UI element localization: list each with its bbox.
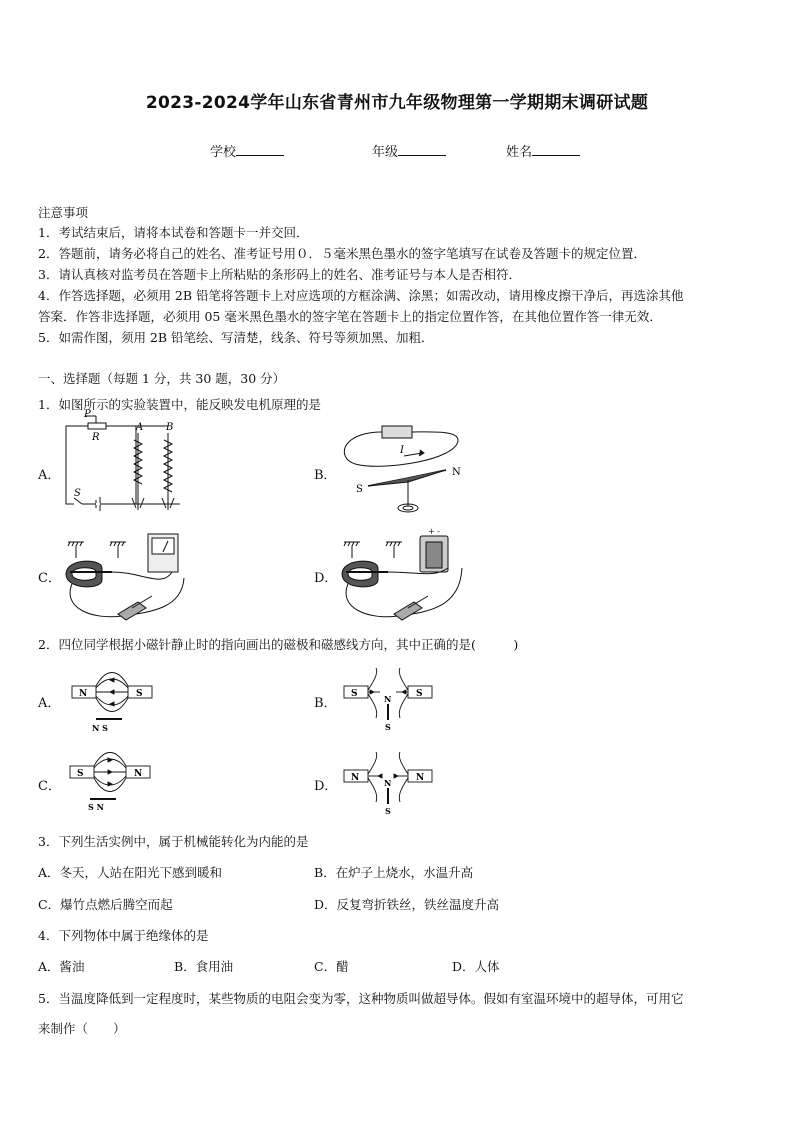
q4-option-a[interactable]: A．酱油 bbox=[38, 959, 85, 974]
q4-option-c[interactable]: C．醋 bbox=[314, 959, 349, 974]
label-b: B bbox=[166, 422, 174, 433]
grade-label: 年级 bbox=[372, 145, 399, 160]
magnet-label: S bbox=[351, 689, 358, 699]
label-n: N bbox=[452, 467, 461, 478]
notice-item: 答案．作答非选择题，必须用 05 毫米黑色墨水的签字笔在答题卡上的指定位置作答，在其他位置作答一律无效． bbox=[38, 309, 662, 324]
page-title: 2023-2024学年山东省青州市九年级物理第一学期期末调研试题 bbox=[145, 93, 649, 113]
needle-label: N bbox=[384, 694, 392, 704]
name-field bbox=[506, 141, 580, 160]
section-heading: 一、选择题（每题 1 分，共 30 题，30 分） bbox=[38, 371, 286, 386]
label-i: I bbox=[400, 445, 404, 456]
magnet-label: N bbox=[79, 689, 88, 699]
school-blank[interactable] bbox=[236, 143, 284, 156]
needle-label: S bbox=[385, 722, 391, 732]
q4-option-b[interactable]: B．食用油 bbox=[174, 959, 234, 974]
question-3-text: 3．下列生活实例中，属于机械能转化为内能的是 bbox=[38, 834, 309, 849]
q2-option-c[interactable]: C． bbox=[38, 779, 61, 794]
question-5-text-cont: 来制作（ ） bbox=[38, 1021, 126, 1036]
q3-option-a[interactable]: A．冬天，人站在阳光下感到暖和 bbox=[38, 865, 223, 880]
q2-option-a[interactable]: A． bbox=[38, 696, 61, 711]
magnet-label: S bbox=[77, 769, 84, 779]
grade-field bbox=[372, 141, 446, 160]
magnet-label: N bbox=[416, 773, 425, 783]
q1-option-b[interactable]: B． bbox=[314, 468, 337, 483]
label-r: R bbox=[92, 432, 100, 443]
needle-label: N bbox=[384, 778, 392, 788]
notice-item: 5．如需作图，须用 2B 铅笔绘、写清楚，线条、符号等须加黑、加粗． bbox=[38, 330, 434, 345]
magnet-label: N bbox=[351, 773, 360, 783]
label-p: P bbox=[84, 409, 91, 420]
label-a: A bbox=[136, 422, 144, 433]
q2-option-b[interactable]: B． bbox=[314, 696, 337, 711]
needle-label: S N bbox=[88, 802, 104, 812]
svg-text:+ -: + - bbox=[428, 527, 440, 536]
q2-figure-a bbox=[70, 672, 154, 734]
q3-option-c[interactable]: C．爆竹点燃后腾空而起 bbox=[38, 897, 173, 912]
question-4-text: 4．下列物体中属于绝缘体的是 bbox=[38, 928, 209, 943]
magnet-label: S bbox=[136, 689, 143, 699]
q2-figure-b bbox=[342, 668, 434, 734]
q3-option-b[interactable]: B．在炉子上烧水，水温升高 bbox=[314, 865, 474, 880]
question-5-text: 5．当温度降低到一定程度时，某些物质的电阻会变为零，这种物质叫做超导体。假如有室温环境中的超导体，可用它 bbox=[38, 991, 684, 1006]
magnet-label: N bbox=[134, 769, 143, 779]
q2-figure-c bbox=[68, 756, 152, 812]
notice-item: 3．请认真核对监考员在答题卡上所粘贴的条形码上的姓名、准考证号与本人是否相符． bbox=[38, 267, 521, 282]
notice-item: 1．考试结束后，请将本试卷和答题卡一并交回． bbox=[38, 225, 309, 240]
name-blank[interactable] bbox=[532, 143, 580, 156]
question-2-text: 2．四位同学根据小磁针静止时的指向画出的磁极和磁感线方向，其中正确的是( ) bbox=[38, 637, 519, 652]
needle-label: N S bbox=[92, 723, 108, 733]
needle-label: S bbox=[385, 806, 391, 816]
q1-option-a[interactable]: A． bbox=[38, 468, 61, 483]
question-1-text: 1．如图所示的实验装置中，能反映发电机原理的是 bbox=[38, 397, 321, 412]
q2-figure-d bbox=[342, 752, 438, 816]
q1-figure-c bbox=[62, 528, 242, 628]
q1-option-d[interactable]: D． bbox=[314, 571, 338, 586]
name-label: 姓名 bbox=[506, 145, 533, 160]
q4-option-d[interactable]: D．人体 bbox=[452, 959, 500, 974]
notice-item: 4．作答选择题，必须用 2B 铅笔将答题卡上对应选项的方框涂满、涂黑；如需改动，请用橡皮擦干净后，再选涂其他 bbox=[38, 288, 684, 303]
label-s: S bbox=[74, 488, 81, 499]
notice-item: 2．答题前，请务必将自己的姓名、准考证号用０．５毫米黑色墨水的签字笔填写在试卷及答题卡的规定位置． bbox=[38, 246, 646, 261]
q2-option-d[interactable]: D． bbox=[314, 779, 338, 794]
magnet-label: S bbox=[416, 689, 423, 699]
q1-figure-b bbox=[338, 420, 478, 520]
grade-blank[interactable] bbox=[398, 143, 446, 156]
school-field bbox=[210, 141, 284, 160]
q3-option-d[interactable]: D．反复弯折铁丝，铁丝温度升高 bbox=[314, 897, 500, 912]
q1-figure-d bbox=[338, 528, 518, 628]
q1-option-c[interactable]: C． bbox=[38, 571, 61, 586]
label-s2: S bbox=[356, 484, 363, 495]
notice-heading: 注意事项 bbox=[38, 205, 89, 220]
q1-figure-a bbox=[60, 409, 190, 518]
school-label: 学校 bbox=[210, 145, 237, 160]
